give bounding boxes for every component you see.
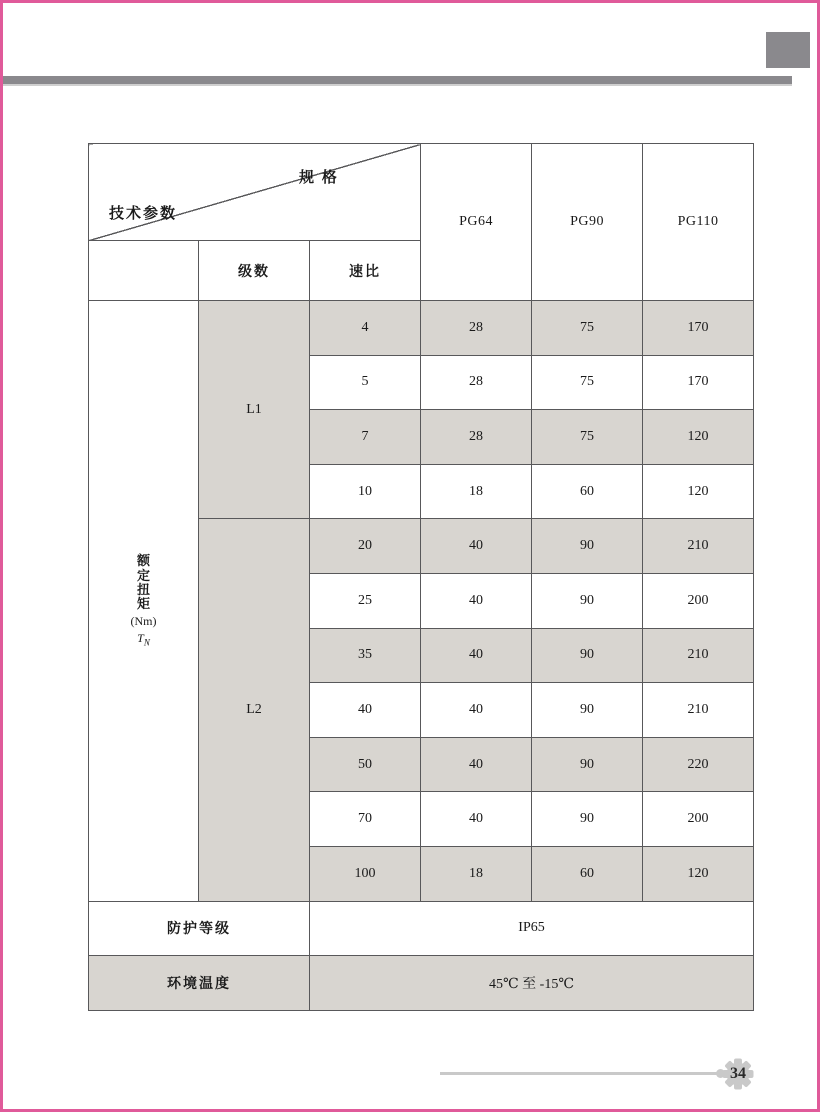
top-divider-bar [3,76,792,84]
torque-unit: (Nm) [130,613,157,628]
header-row-1 [89,144,754,241]
pg64-value-cell: 18 [421,846,532,901]
temperature-value-cell: 45℃ 至 -15℃ [310,956,754,1011]
pg90-value-cell: 90 [532,683,643,738]
pg90-value-cell: 60 [532,846,643,901]
ratio-cell: 20 [310,519,421,574]
pg90-value-cell: 90 [532,519,643,574]
model-header-pg64: PG64 [421,144,532,301]
pg90-value-cell: 90 [532,737,643,792]
pg90-value-cell: 75 [532,355,643,410]
pg110-value-cell: 210 [643,628,754,683]
torque-name-vertical: 额定扭矩 [137,553,151,612]
stage-group-l1-cell: L1 [199,301,310,519]
pg64-value-cell: 28 [421,301,532,356]
pg90-value-cell: 90 [532,628,643,683]
protection-label-cell: 防护等级 [89,901,310,956]
pg64-value-cell: 40 [421,683,532,738]
ratio-cell: 100 [310,846,421,901]
pg64-value-cell: 28 [421,355,532,410]
ratio-cell: 10 [310,464,421,519]
ratio-cell: 7 [310,410,421,465]
pg64-value-cell: 40 [421,628,532,683]
ratio-cell: 50 [310,737,421,792]
temperature-label-cell: 环境温度 [89,956,310,1011]
pg110-value-cell: 170 [643,355,754,410]
pg64-value-cell: 40 [421,519,532,574]
table-row [89,301,754,356]
pg110-value-cell: 220 [643,737,754,792]
pg110-value-cell: 200 [643,573,754,628]
header-corner-block [766,32,810,68]
temperature-row [89,956,754,1011]
pg110-value-cell: 120 [643,410,754,465]
model-header-pg110: PG110 [643,144,754,301]
ratio-cell: 5 [310,355,421,410]
diagonal-split-cell [89,144,421,241]
ratio-cell: 25 [310,573,421,628]
ratio-cell: 4 [310,301,421,356]
stage-header-cell: 级数 [199,241,310,301]
stage-group-l2-cell: L2 [199,519,310,901]
footer-rule [440,1072,718,1075]
torque-symbol: $T_N$ [137,630,150,648]
pg90-value-cell: 75 [532,301,643,356]
pg64-value-cell: 40 [421,737,532,792]
torque-label-cell [89,301,199,902]
protection-row [89,901,754,956]
ratio-header-cell: 速比 [310,241,421,301]
protection-value-cell: IP65 [310,901,754,956]
pg90-value-cell: 75 [532,410,643,465]
torque-label [89,554,198,647]
pg64-value-cell: 40 [421,573,532,628]
spec-axis-label: 规 格 [299,170,339,186]
pg110-value-cell: 120 [643,846,754,901]
pg90-value-cell: 60 [532,464,643,519]
pg64-value-cell: 18 [421,464,532,519]
pg110-value-cell: 210 [643,683,754,738]
params-axis-label: 技术参数 [109,206,178,222]
pg110-value-cell: 170 [643,301,754,356]
pg90-value-cell: 90 [532,792,643,847]
pg110-value-cell: 120 [643,464,754,519]
pg64-value-cell: 28 [421,410,532,465]
page-number-badge [720,1056,756,1092]
pg110-value-cell: 210 [643,519,754,574]
pg90-value-cell: 90 [532,573,643,628]
model-header-pg90: PG90 [532,144,643,301]
ratio-cell: 35 [310,628,421,683]
empty-header-cell [89,241,199,301]
pg64-value-cell: 40 [421,792,532,847]
page-number: 34 [730,1065,746,1082]
pg110-value-cell: 200 [643,792,754,847]
ratio-cell: 40 [310,683,421,738]
technical-parameters-table [88,143,754,1011]
top-divider-shadow [3,84,792,86]
ratio-cell: 70 [310,792,421,847]
